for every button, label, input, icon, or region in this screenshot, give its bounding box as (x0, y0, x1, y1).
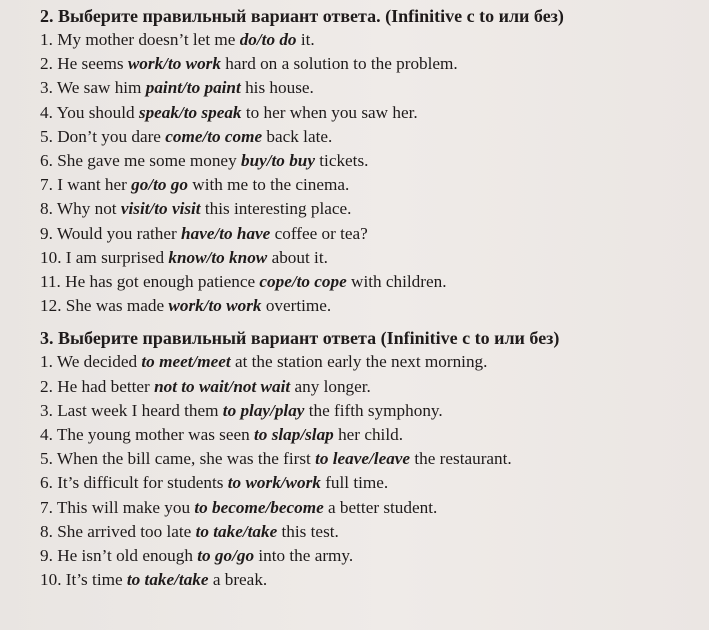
item-text-before: You should (56, 102, 135, 122)
item-number: 9. (40, 223, 53, 243)
item-text-before: I want her (57, 175, 127, 195)
exercise-item (40, 399, 695, 423)
item-text-after: any longer. (294, 376, 371, 396)
item-text-before: He had better (57, 376, 150, 396)
exercise-item (40, 568, 695, 592)
item-text-after: this interesting place. (204, 199, 352, 219)
exercise-item (40, 149, 695, 173)
exercise-item (40, 270, 695, 294)
exercise-3-heading: 3. Выберите правильный вариант ответа (Infinitive с to или без) (40, 328, 560, 349)
item-answer-choice: to slap/slap (254, 425, 334, 445)
item-text-after: to her when you saw her. (245, 102, 418, 122)
item-text-after: a better student. (328, 497, 438, 517)
item-answer-choice: to go/go (197, 546, 255, 566)
item-text-after: the restaurant. (414, 449, 512, 469)
exercise-2-heading: 2. Выберите правильный вариант ответа. (Infinitive с to или без) (40, 6, 564, 26)
item-number: 5. (40, 126, 53, 146)
item-text-after: it. (300, 30, 315, 49)
item-text-after: hard on a solution to the problem. (225, 54, 458, 74)
item-number: 10. (40, 570, 62, 590)
exercise-item (40, 197, 695, 221)
item-number: 3. (40, 400, 53, 420)
item-text-before: My mother doesn’t let me (57, 30, 236, 49)
item-text-before: It’s time (65, 570, 123, 590)
exercise-item (40, 294, 695, 318)
exercise-item (40, 76, 695, 100)
item-text-before: Don’t you dare (57, 126, 161, 146)
item-text-after: her child. (338, 425, 403, 445)
item-answer-choice: to leave/leave (315, 449, 411, 469)
item-number: 8. (40, 521, 53, 541)
item-text-before: When the bill came, she was the first (56, 449, 311, 469)
exercise-item (40, 101, 695, 125)
exercise-item (40, 496, 695, 520)
item-answer-choice: visit/to visit (120, 199, 201, 219)
item-text-after: back late. (266, 126, 333, 146)
item-number: 2. (40, 376, 53, 396)
item-answer-choice: to meet/meet (141, 352, 231, 372)
item-answer-choice: know/to know (168, 247, 268, 267)
item-text-before: Would you rather (56, 223, 177, 243)
item-number: 6. (40, 151, 53, 171)
item-text-after: full time. (325, 473, 389, 493)
item-answer-choice: to take/take (126, 570, 209, 590)
exercise-item (40, 246, 695, 270)
item-text-after: the fifth symphony. (308, 400, 443, 420)
item-text-before: Last week I heard them (57, 400, 219, 420)
item-text-before: Why not (56, 199, 117, 219)
exercise-item (40, 52, 695, 76)
item-answer-choice: cope/to cope (259, 272, 347, 292)
item-text-before: She was made (65, 296, 165, 316)
exercise-item (40, 125, 695, 149)
item-text-after: his house. (245, 78, 314, 98)
item-text-before: It’s difficult for students (57, 473, 224, 493)
item-text-after: at the station early the next morning. (234, 352, 488, 372)
item-answer-choice: speak/to speak (138, 102, 242, 122)
item-number: 10. (40, 247, 62, 267)
item-number: 11. (40, 272, 61, 292)
item-number: 7. (40, 175, 53, 195)
exercise-item (40, 173, 695, 197)
item-text-before: He seems (57, 54, 124, 74)
item-text-before: The young mother was seen (56, 425, 250, 445)
item-text-before: I am surprised (65, 247, 165, 267)
exercise-item (40, 447, 695, 471)
item-number: 8. (40, 199, 53, 219)
item-text-after: a break. (212, 570, 268, 590)
item-number: 9. (40, 546, 53, 566)
item-text-before: We decided (56, 352, 138, 372)
item-text-after: into the army. (258, 546, 354, 566)
item-answer-choice: to play/play (222, 400, 305, 420)
item-answer-choice: paint/to paint (145, 78, 241, 98)
item-answer-choice: buy/to buy (240, 151, 315, 171)
item-text-after: overtime. (265, 296, 332, 316)
item-text-after: with children. (351, 272, 447, 292)
exercise-2-list (40, 28, 695, 318)
item-number: 4. (40, 425, 53, 445)
item-answer-choice: do/to do (239, 30, 297, 49)
item-text-before: He has got enough patience (65, 272, 256, 292)
item-number: 1. (40, 352, 53, 372)
exercise-item (40, 28, 695, 52)
exercise-3-list (40, 350, 695, 592)
item-text-before: She arrived too late (57, 521, 192, 541)
item-text-after: tickets. (319, 151, 369, 171)
item-answer-choice: to work/work (227, 473, 321, 493)
item-answer-choice: not to wait/not wait (154, 376, 291, 396)
exercise-item (40, 520, 695, 544)
item-answer-choice: have/to have (181, 223, 271, 243)
item-text-after: coffee or tea? (274, 223, 368, 243)
item-text-before: We saw him (56, 78, 142, 98)
exercise-item (40, 471, 695, 495)
exercise-item (40, 544, 695, 568)
item-text-before: She gave me some money (57, 151, 237, 171)
item-answer-choice: go/to go (131, 175, 188, 195)
item-text-after: about it. (271, 247, 328, 267)
exercise-2 (40, 4, 695, 318)
item-number: 2. (40, 54, 53, 74)
item-answer-choice: to take/take (195, 521, 278, 541)
item-number: 5. (40, 449, 53, 469)
item-text-before: He isn’t old enough (57, 546, 193, 566)
item-text-before: This will make you (56, 497, 191, 517)
exercise-item (40, 222, 695, 246)
exercise-item (40, 423, 695, 447)
exercise-item (40, 350, 695, 374)
item-text-after: with me to the cinema. (192, 175, 350, 195)
exercise-item (40, 375, 695, 399)
item-number: 1. (40, 30, 53, 49)
item-number: 4. (40, 102, 53, 122)
item-text-after: this test. (281, 521, 339, 541)
item-number: 7. (40, 497, 53, 517)
item-answer-choice: work/to work (127, 54, 221, 74)
exercise-3 (40, 326, 695, 592)
item-answer-choice: to become/become (194, 497, 324, 517)
item-answer-choice: work/to work (168, 296, 262, 316)
item-number: 3. (40, 78, 53, 98)
item-number: 12. (40, 296, 62, 316)
item-answer-choice: come/to come (165, 126, 263, 146)
section-gap (40, 318, 695, 326)
item-number: 6. (40, 473, 53, 493)
